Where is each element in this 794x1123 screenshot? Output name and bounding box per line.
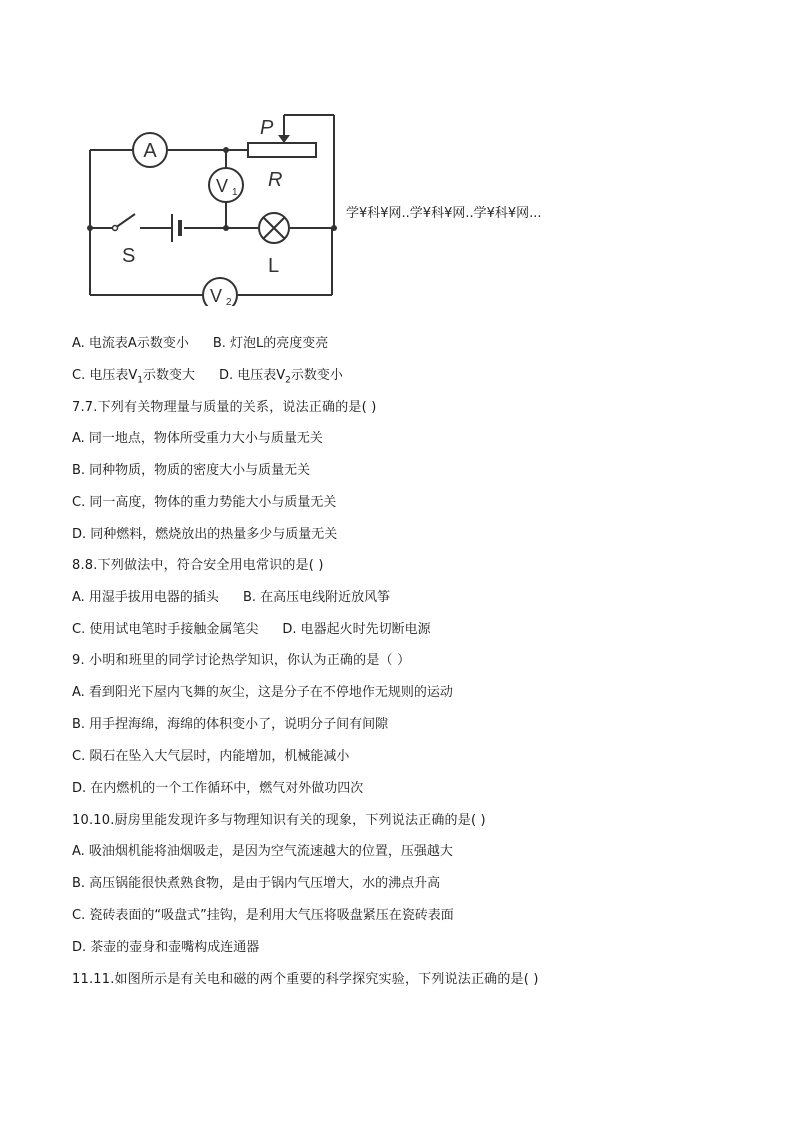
voltmeter-1-label: V: [215, 176, 229, 196]
voltmeter-2-sub: 2: [226, 297, 232, 306]
q8-stem: 8.8.下列做法中，符合安全用电常识的是( ): [72, 558, 324, 573]
q10-stem: 10.10.厨房里能发现许多与物理知识有关的现象，下列说法正确的是( ): [72, 813, 486, 828]
junction-dot: [223, 225, 229, 231]
q8-option-d[interactable]: D. 电器起火时先切断电源: [282, 622, 431, 637]
voltmeter-1-sub: 1: [232, 187, 238, 198]
q6-option-b[interactable]: B. 灯泡L的亮度变亮: [212, 336, 329, 351]
q8-options-row-2: [72, 621, 431, 639]
junction-dot: [223, 147, 229, 153]
q8-options-row-1: [72, 589, 390, 607]
slider-arrow-icon: [278, 135, 290, 143]
q9-option-b[interactable]: B. 用手捏海绵，海绵的体积变小了，说明分子间有间隙: [72, 717, 389, 732]
q7-option-b[interactable]: B. 同种物质，物质的密度大小与质量无关: [72, 463, 311, 478]
q9-option-c[interactable]: C. 陨石在坠入大气层时，内能增加，机械能减小: [72, 749, 350, 764]
q6-options-row-1: [72, 335, 328, 353]
slider-label: P: [260, 117, 274, 139]
resistor-r: [248, 143, 316, 157]
switch-s-blade: [115, 214, 135, 228]
q7-stem: 7.7.下列有关物理量与质量的关系，说法正确的是( ): [72, 400, 377, 415]
resistor-label: R: [268, 169, 283, 191]
q6-option-a[interactable]: A. 电流表A示数变小: [72, 336, 189, 351]
q7-option-c[interactable]: C. 同一高度，物体的重力势能大小与质量无关: [72, 495, 337, 510]
q10-option-a[interactable]: A. 吸油烟机能将油烟吸走，是因为空气流速越大的位置，压强越大: [72, 844, 453, 859]
ammeter-label: A: [143, 140, 157, 162]
junction-dot: [331, 225, 337, 231]
q9-option-d[interactable]: D. 在内燃机的一个工作循环中，燃气对外做功四次: [72, 781, 364, 796]
q7-option-d[interactable]: D. 同种燃料，燃烧放出的热量多少与质量无关: [72, 527, 338, 542]
q8-option-a[interactable]: A. 用湿手拔用电器的插头: [72, 590, 219, 605]
junction-dot: [87, 225, 93, 231]
q9-option-a[interactable]: A. 看到阳光下屋内飞舞的灰尘，这是分子在不停地作无规则的运动: [72, 685, 453, 700]
q9-stem: 9. 小明和班里的同学讨论热学知识，你认为正确的是（ ）: [72, 653, 411, 668]
q10-option-d[interactable]: D. 茶壶的壶身和壶嘴构成连通器: [72, 940, 260, 955]
q7-option-a[interactable]: A. 同一地点，物体所受重力大小与质量无关: [72, 431, 323, 446]
q6-option-d[interactable]: D. 电压表$V_2$示数变小: [219, 368, 343, 386]
q10-option-c[interactable]: C. 瓷砖表面的“吸盘式”挂钩，是利用大气压将吸盘紧压在瓷砖表面: [72, 908, 454, 923]
voltmeter-2-label: V: [209, 286, 223, 306]
q11-stem: 11.11.如图所示是有关电和磁的两个重要的科学探究实验，下列说法正确的是( ): [72, 972, 539, 987]
watermark-text: 学¥科¥网..学¥科¥网..学¥科¥网...: [346, 206, 542, 221]
q6-options-row-2: [72, 367, 343, 390]
lamp-label: L: [268, 255, 280, 277]
q8-option-b[interactable]: B. 在高压电线附近放风筝: [242, 590, 391, 605]
q10-option-b[interactable]: B. 高压锅能很快煮熟食物，是由于锅内气压增大，水的沸点升高: [72, 876, 441, 891]
circuit-diagram: [80, 110, 342, 306]
q8-option-c[interactable]: C. 使用试电笔时手接触金属笔尖: [72, 622, 259, 637]
switch-label: S: [122, 245, 136, 267]
q6-option-c[interactable]: C. 电压表$V_1$示数变大: [72, 368, 195, 386]
